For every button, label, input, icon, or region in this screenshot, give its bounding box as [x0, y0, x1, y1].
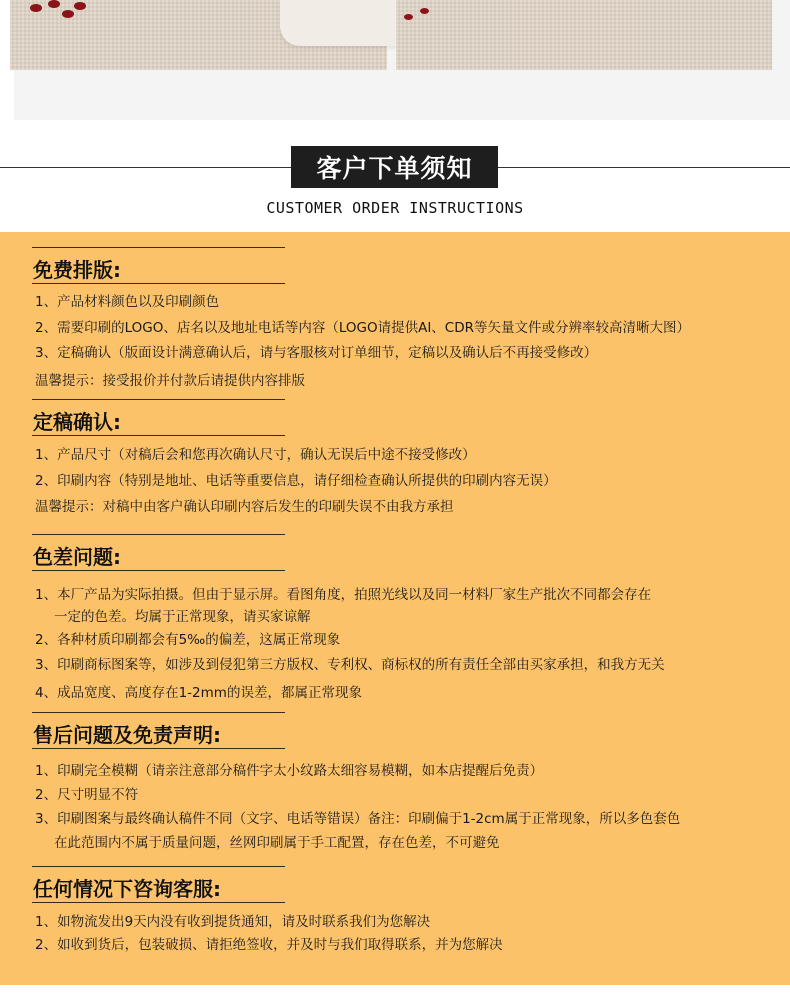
section-divider [32, 399, 285, 400]
section-item: 1、产品尺寸（对稿后会和您再次确认尺寸，确认无误后中途不接受修改） [35, 447, 476, 463]
red-bean-decoration [404, 14, 413, 20]
section-item: 2、尺寸明显不符 [35, 787, 139, 803]
section-item: 温馨提示：对稿中由客户确认印刷内容后发生的印刷失误不由我方承担 [35, 499, 454, 515]
section-item: 2、如收到货后，包装破损、请拒绝签收，并及时与我们取得联系，并为您解决 [35, 937, 503, 953]
section-item: 2、需要印刷的LOGO、店名以及地址电话等内容（LOGO请提供AI、CDR等矢量文件或分辨率较高清晰大图） [35, 320, 691, 336]
section-divider [32, 712, 285, 713]
red-bean-decoration [62, 10, 74, 18]
section-title-after-sales: 售后问题及免责声明: [33, 723, 221, 747]
section-title-contact-service: 任何情况下咨询客服: [33, 877, 221, 901]
section-item: 在此范围内不属于质量问题，丝网印刷属于手工配置，存在色差，不可避免 [54, 835, 500, 851]
page-subtitle: CUSTOMER ORDER INSTRUCTIONS [266, 199, 524, 217]
section-item: 一定的色差。均属于正常现象，请买家谅解 [54, 609, 311, 625]
section-item: 1、印刷完全模糊（请亲注意部分稿件字太小纹路太细容易模糊，如本店提醒后免责） [35, 763, 544, 779]
section-divider [32, 748, 285, 749]
red-bean-decoration [74, 2, 86, 10]
product-photo-left [10, 0, 387, 70]
section-divider [32, 570, 285, 571]
section-item: 2、印刷内容（特别是地址、电话等重要信息，请仔细检查确认所提供的印刷内容无误） [35, 473, 557, 489]
section-item: 3、印刷图案与最终确认稿件不同（文字、电话等错误）备注：印刷偏于1-2cm属于正常现象，所以多色套色 [35, 811, 681, 827]
red-bean-decoration [420, 8, 429, 14]
section-item: 3、定稿确认（版面设计满意确认后，请与客服核对订单细节，定稿以及确认后不再接受修改） [35, 345, 598, 361]
page-title: 客户下单须知 [291, 146, 498, 188]
section-title-color-difference: 色差问题: [33, 545, 121, 569]
product-photo-strip [14, 0, 790, 120]
section-item: 2、各种材质印刷都会有5‰的偏差，这属正常现象 [35, 632, 341, 648]
paper-item [280, 0, 405, 46]
section-divider [32, 902, 285, 903]
section-item: 1、产品材料颜色以及印刷颜色 [35, 294, 220, 310]
section-item: 温馨提示：接受报价并付款后请提供内容排版 [35, 373, 305, 389]
section-divider [32, 534, 285, 535]
instructions-panel [0, 232, 790, 985]
section-divider [32, 283, 285, 284]
product-photo-right [396, 0, 772, 70]
red-bean-decoration [30, 4, 42, 12]
section-title-free-layout: 免费排版: [33, 258, 121, 282]
red-bean-decoration [48, 0, 60, 8]
section-item: 4、成品宽度、高度存在1-2mm的误差，都属正常现象 [35, 685, 362, 701]
section-divider [32, 247, 285, 248]
section-item: 1、如物流发出9天内没有收到提货通知，请及时联系我们为您解决 [35, 914, 431, 930]
section-item: 1、本厂产品为实际拍摄。但由于显示屏。看图角度，拍照光线以及同一材料厂家生产批次不同都会存在 [35, 587, 652, 603]
section-item: 3、印刷商标图案等，如涉及到侵犯第三方版权、专利权、商标权的所有责任全部由买家承担，和我方无关 [35, 657, 665, 673]
section-title-final-confirmation: 定稿确认: [33, 410, 121, 434]
section-divider [32, 866, 285, 867]
section-divider [32, 435, 285, 436]
